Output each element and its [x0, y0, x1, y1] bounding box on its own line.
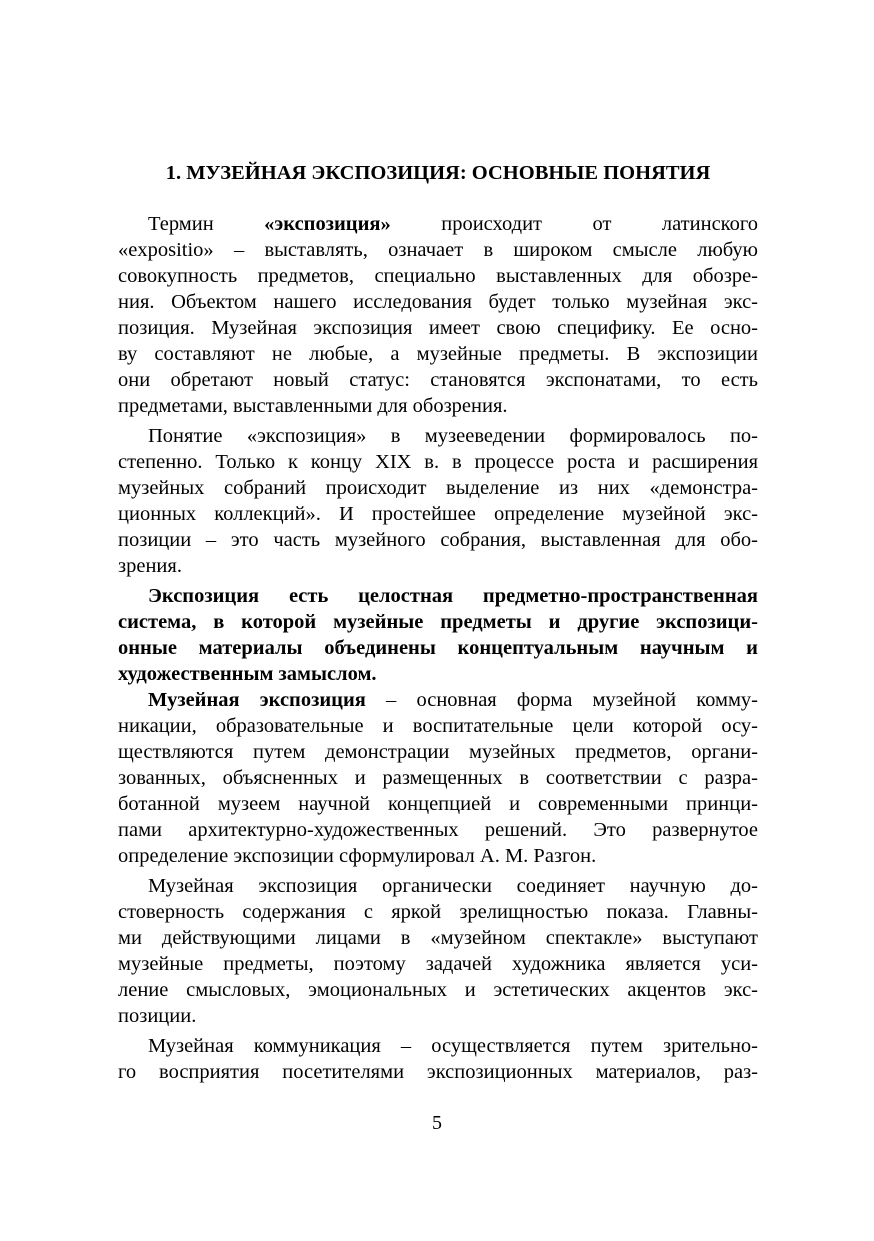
text-line: ществляются путем демонстрации музейных предметов, органи-	[118, 741, 758, 763]
text-span: Термин	[148, 213, 265, 235]
text-line: Понятие «экспозиция» в музееведении формировалось по-	[148, 425, 758, 447]
text-line: ния. Объектом нашего исследования будет только музейная экс-	[118, 291, 758, 313]
text-line: позиции – это часть музейного собрания, выставленная для обо-	[118, 529, 758, 551]
body-text	[118, 211, 758, 1085]
text-line	[118, 211, 758, 237]
text-line: позиции.	[118, 1005, 197, 1027]
text-line	[118, 687, 758, 713]
text-line: система, в которой музейные предметы и другие экспозици-	[118, 611, 758, 633]
paragraph-5	[118, 873, 758, 1029]
text-line: музейных собраний происходит выделение из них «демонстра-	[118, 477, 758, 499]
text-line: Экспозиция есть целостная предметно-пространственная	[148, 585, 758, 607]
text-span: – основная форма музейной комму-	[365, 689, 759, 711]
paragraph-1	[118, 211, 758, 419]
text-line: ботанной музеем научной концепцией и современными принци-	[118, 793, 758, 815]
text-line: Музейная коммуникация – осуществляется путем зрительно-	[148, 1035, 758, 1057]
text-line: они обретают новый статус: становятся экспонатами, то есть	[118, 369, 758, 391]
definition-paragraph	[118, 583, 758, 687]
text-line: «expositio» – выставлять, означает в широком смысле любую	[118, 239, 758, 261]
text-line: Музейная экспозиция органически соединяет научную до-	[148, 875, 758, 897]
chapter-heading: 1. МУЗЕЙНАЯ ЭКСПОЗИЦИЯ: ОСНОВНЫЕ ПОНЯТИЯ	[165, 162, 711, 184]
text-line: зрения.	[118, 555, 182, 577]
text-line: го восприятия посетителями экспозиционных материалов, раз-	[118, 1061, 758, 1083]
text-line: зованных, объясненных и размещенных в соответствии с разра-	[118, 767, 758, 789]
term-highlight: Музейная экспозиция	[148, 689, 366, 711]
text-line: стоверность содержания с яркой зрелищностью показа. Главны-	[118, 901, 758, 923]
text-line: определение экспозиции сформулировал А. М. Разгон.	[118, 845, 597, 867]
term-highlight: «экспозиция»	[264, 213, 391, 235]
text-line: предметами, выставленными для обозрения.	[118, 395, 508, 417]
text-line: онные материалы объединены концептуальным научным и	[118, 637, 758, 659]
page-number: 5	[432, 1112, 442, 1134]
text-line: пами архитектурно-художественных решений. Это развернутое	[118, 819, 758, 841]
text-line: степенно. Только к концу XIX в. в процессе роста и расширения	[118, 451, 758, 473]
paragraph-2	[118, 423, 758, 579]
text-line: ционных коллекций». И простейшее определение музейной экс-	[118, 503, 758, 525]
text-line: художественным замыслом.	[118, 663, 377, 685]
text-span: происходит от латинского	[390, 213, 758, 235]
text-line: ление смысловых, эмоциональных и эстетических акцентов экс-	[118, 979, 758, 1001]
text-line: никации, образовательные и воспитательные цели которой осу-	[118, 715, 758, 737]
paragraph-4	[118, 687, 758, 869]
paragraph-6	[118, 1033, 758, 1085]
text-line: позиция. Музейная экспозиция имеет свою специфику. Ее осно-	[118, 317, 758, 339]
text-line: ву составляют не любые, а музейные предметы. В экспозиции	[118, 343, 758, 365]
text-line: музейные предметы, поэтому задачей художника является уси-	[118, 953, 758, 975]
text-line: ми действующими лицами в «музейном спектакле» выступают	[118, 927, 758, 949]
text-line: совокупность предметов, специально выставленных для обозре-	[118, 265, 758, 287]
